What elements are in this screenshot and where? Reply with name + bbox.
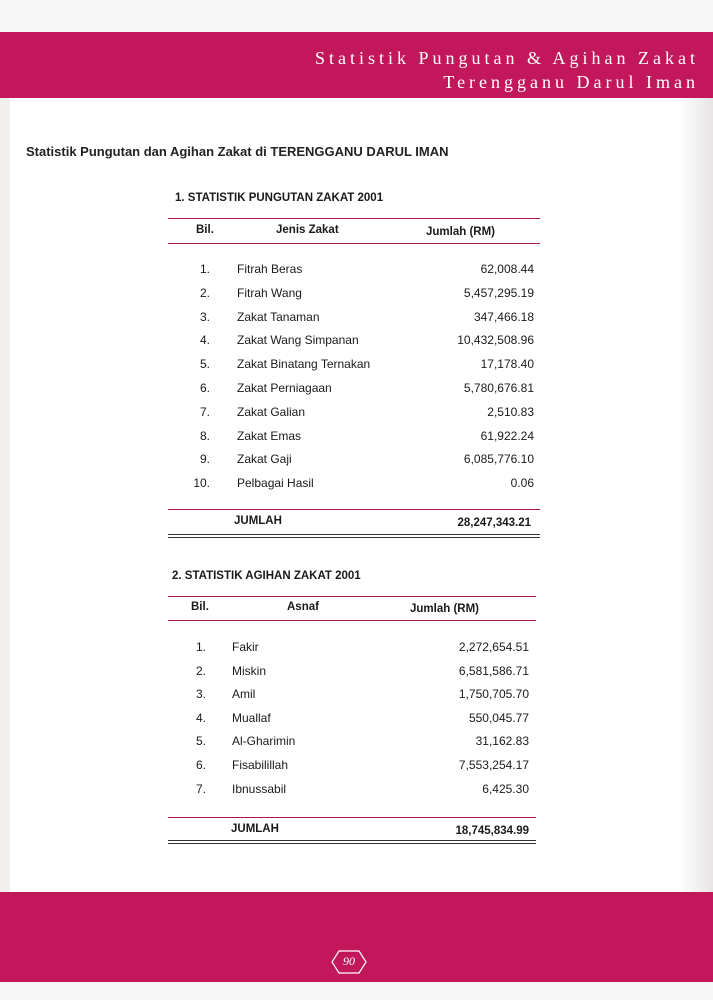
table-row xyxy=(0,758,713,776)
table1-bottom-rule xyxy=(168,534,540,535)
row-amount: 62,008.44 xyxy=(480,262,534,276)
table1-total-rule xyxy=(168,509,540,510)
row-amount: 61,922.24 xyxy=(480,428,534,443)
row-amount: 6,425.30 xyxy=(482,781,529,796)
row-name: Al-Gharimin xyxy=(232,734,296,749)
row-number: 6. xyxy=(195,758,206,772)
row-amount: 550,045.77 xyxy=(468,710,529,725)
row-name: Zakat Tanaman xyxy=(237,309,320,324)
row-number: 6. xyxy=(199,381,210,395)
row-name: Zakat Emas xyxy=(237,428,302,443)
table1-header-rule xyxy=(168,243,540,244)
page-number: 90 xyxy=(343,954,355,968)
table2-bottom-rule xyxy=(168,840,536,841)
table-row xyxy=(0,333,713,351)
table1-col-amount: Jumlah (RM) xyxy=(426,226,495,238)
bottom-page-margin xyxy=(0,982,713,1000)
row-amount: 7,553,254.17 xyxy=(458,758,529,772)
table-row xyxy=(0,734,713,752)
table1-col-name: Jenis Zakat xyxy=(276,224,339,236)
row-number: 4. xyxy=(199,333,210,348)
row-name: Fitrah Beras xyxy=(237,262,303,276)
row-number: 7. xyxy=(195,781,206,796)
row-name: Zakat Galian xyxy=(237,404,306,419)
row-name: Amil xyxy=(232,687,256,702)
table1-total-amount: 28,247,343.21 xyxy=(457,517,531,529)
row-amount: 31,162.83 xyxy=(475,734,529,749)
row-amount: 5,780,676.81 xyxy=(463,381,534,395)
row-amount: 347,466.18 xyxy=(473,309,534,324)
row-amount: 6,085,776.10 xyxy=(463,452,534,467)
table2-header-rule xyxy=(168,620,536,621)
row-amount: 0.06 xyxy=(510,476,534,491)
row-number: 8. xyxy=(199,428,210,443)
table2-total-rule xyxy=(168,817,536,818)
row-number: 3. xyxy=(199,309,210,324)
row-number: 5. xyxy=(195,734,206,749)
page-heading: Statistik Pungutan dan Agihan Zakat di TERENGGANU DARUL IMAN xyxy=(26,144,449,159)
header-title xyxy=(315,46,699,94)
row-amount: 17,178.40 xyxy=(480,357,534,372)
table-row xyxy=(0,782,713,800)
row-amount: 10,432,508.96 xyxy=(457,333,534,348)
row-number: 4. xyxy=(195,710,206,725)
row-name: Zakat Gaji xyxy=(237,452,292,467)
table-row xyxy=(0,711,713,729)
page-number-badge xyxy=(331,950,367,974)
table-row xyxy=(0,476,713,494)
table1-title: 1. STATISTIK PUNGUTAN ZAKAT 2001 xyxy=(175,192,384,204)
table-row xyxy=(0,381,713,399)
table-row xyxy=(0,640,713,658)
row-number: 2. xyxy=(199,285,210,300)
row-number: 3. xyxy=(195,687,206,702)
table2-col-amount: Jumlah (RM) xyxy=(410,603,479,615)
row-name: Fakir xyxy=(232,640,259,654)
row-name: Muallaf xyxy=(232,710,271,725)
table-row xyxy=(0,429,713,447)
table2-total-label: JUMLAH xyxy=(231,823,279,835)
row-amount: 5,457,295.19 xyxy=(463,285,534,300)
top-page-margin xyxy=(0,0,713,32)
header-title-line1: Statistik Pungutan & Agihan Zakat xyxy=(315,48,699,68)
row-name: Zakat Wang Simpanan xyxy=(237,333,359,348)
row-number: 2. xyxy=(195,663,206,678)
table1-col-no: Bil. xyxy=(196,224,214,236)
table2-title: 2. STATISTIK AGIHAN ZAKAT 2001 xyxy=(172,570,361,582)
table1-bottom-rule-double xyxy=(168,537,540,538)
row-number: 1. xyxy=(195,640,206,654)
table1-top-rule xyxy=(168,218,540,219)
table-row xyxy=(0,262,713,280)
table-row xyxy=(0,405,713,423)
table-row xyxy=(0,664,713,682)
table2-total-amount: 18,745,834.99 xyxy=(455,825,529,837)
row-name: Ibnussabil xyxy=(232,781,287,796)
table-row xyxy=(0,687,713,705)
row-name: Zakat Binatang Ternakan xyxy=(237,357,371,372)
row-name: Miskin xyxy=(232,663,267,678)
row-amount: 2,510.83 xyxy=(487,404,534,419)
row-name: Zakat Perniagaan xyxy=(237,381,332,395)
row-number: 1. xyxy=(199,262,210,276)
table-row xyxy=(0,310,713,328)
table2-bottom-rule-double xyxy=(168,843,536,844)
row-number: 9. xyxy=(199,452,210,467)
table-row xyxy=(0,357,713,375)
row-name: Fitrah Wang xyxy=(237,285,302,300)
table1-total-label: JUMLAH xyxy=(234,515,282,527)
row-number: 5. xyxy=(199,357,210,372)
row-number: 10. xyxy=(193,476,210,491)
table2-col-name: Asnaf xyxy=(287,601,319,613)
table2-top-rule xyxy=(168,596,536,597)
table-row xyxy=(0,452,713,470)
header-title-line2: Terengganu Darul Iman xyxy=(443,72,699,92)
table-row xyxy=(0,286,713,304)
row-name: Fisabilillah xyxy=(232,758,289,772)
row-amount: 1,750,705.70 xyxy=(458,687,529,702)
row-amount: 2,272,654.51 xyxy=(458,640,529,654)
row-name: Pelbagai Hasil xyxy=(237,476,314,491)
table2-col-no: Bil. xyxy=(191,601,209,613)
row-amount: 6,581,586.71 xyxy=(458,663,529,678)
row-number: 7. xyxy=(199,404,210,419)
